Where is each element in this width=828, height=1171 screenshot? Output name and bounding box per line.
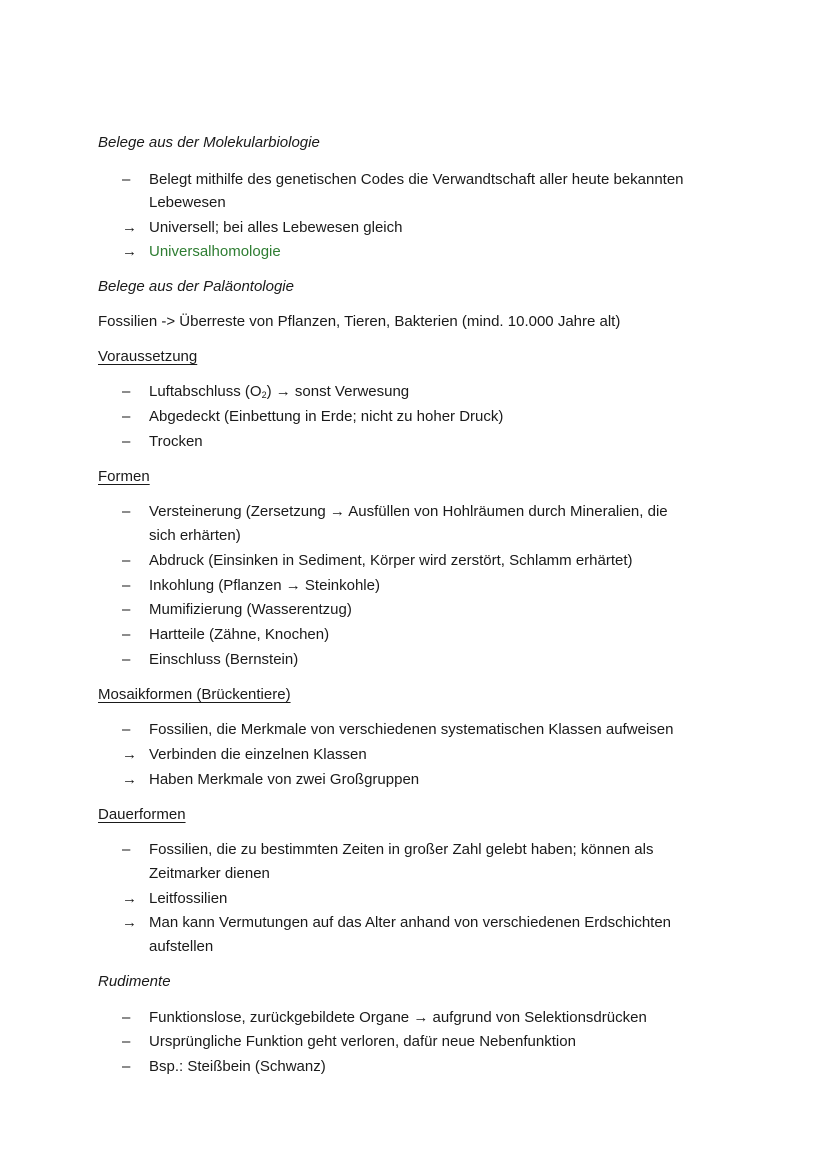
dash-marker: – <box>122 601 131 618</box>
list-item-text: Luftabschluss (O <box>149 383 262 400</box>
list-item-highlight: Universalhomologie <box>149 243 281 260</box>
dash-marker: – <box>122 577 131 594</box>
dash-marker: – <box>122 171 131 188</box>
dash-marker: – <box>122 433 131 450</box>
list-item: Abgedeckt (Einbettung in Erde; nicht zu hoher Druck) <box>149 408 504 425</box>
dash-marker: – <box>122 651 131 668</box>
list-item: Haben Merkmale von zwei Großgruppen <box>149 771 420 788</box>
list-item: Leitfossilien <box>149 890 228 907</box>
list-item: Mumifizierung (Wasserentzug) <box>149 601 352 618</box>
heading-rudimente: Rudimente <box>98 973 171 990</box>
list-item: Belegt mithilfe des genetischen Codes die Verwandtschaft aller heute bekannten <box>149 171 684 188</box>
list-item: Funktionslose, zurückgebildete Organe → aufgrund von Selektionsdrücken <box>149 1009 647 1026</box>
heading-palaeontologie: Belege aus der Paläontologie <box>98 278 294 295</box>
dash-marker: – <box>122 552 131 569</box>
list-item-continuation: aufstellen <box>149 938 214 955</box>
list-item: Man kann Vermutungen auf das Alter anhand von verschiedenen Erdschichten <box>149 914 672 931</box>
dash-marker: – <box>122 1058 131 1075</box>
list-item: Verbinden die einzelnen Klassen <box>149 746 367 763</box>
dash-marker: – <box>122 503 131 520</box>
list-item: Trocken <box>149 433 203 450</box>
arrow-marker: → <box>122 746 137 763</box>
list-item: Versteinerung (Zersetzung → Ausfüllen von Hohlräumen durch Mineralien, die <box>149 503 668 520</box>
subscript: 2 <box>261 390 267 400</box>
arrow-marker: → <box>122 243 137 260</box>
list-item: Ursprüngliche Funktion geht verloren, dafür neue Nebenfunktion <box>149 1033 576 1050</box>
list-item: Bsp.: Steißbein (Schwanz) <box>149 1058 326 1075</box>
list-item: Inkohlung (Pflanzen → Steinkohle) <box>149 577 380 594</box>
dash-marker: – <box>122 408 131 425</box>
list-item-continuation: sich erhärten) <box>149 527 241 544</box>
dash-marker: – <box>122 1033 131 1050</box>
dash-marker: – <box>122 841 131 858</box>
list-item: Universell; bei alles Lebewesen gleich <box>149 219 403 236</box>
heading-dauerformen: Dauerformen <box>98 806 186 823</box>
dash-marker: – <box>122 721 131 738</box>
arrow-marker: → <box>122 890 137 907</box>
heading-voraussetzung: Voraussetzung <box>98 348 198 365</box>
dash-marker: – <box>122 1009 131 1026</box>
list-item: Hartteile (Zähne, Knochen) <box>149 626 330 643</box>
list-item: Fossilien, die zu bestimmten Zeiten in großer Zahl gelebt haben; können als <box>149 841 654 858</box>
list-item-continuation: Lebewesen <box>149 194 226 211</box>
dash-marker: – <box>122 626 131 643</box>
list-item-continuation: Zeitmarker dienen <box>149 865 270 882</box>
heading-mosaikformen: Mosaikformen (Brückentiere) <box>98 686 291 703</box>
paragraph-fossilien: Fossilien -> Überreste von Pflanzen, Tieren, Bakterien (mind. 10.000 Jahre alt) <box>98 313 621 330</box>
heading-molekularbiologie: Belege aus der Molekularbiologie <box>98 134 320 151</box>
list-item <box>149 380 409 407</box>
heading-formen: Formen <box>98 468 150 485</box>
arrow-marker: → <box>122 914 137 931</box>
arrow-marker: → <box>122 771 137 788</box>
dash-marker: – <box>122 383 131 400</box>
list-item: Fossilien, die Merkmale von verschiedenen systematischen Klassen aufweisen <box>149 721 674 738</box>
list-item-text: ) → sonst Verwesung <box>266 383 410 400</box>
list-item: Abdruck (Einsinken in Sediment, Körper wird zerstört, Schlamm erhärtet) <box>149 552 633 569</box>
arrow-marker: → <box>122 219 137 236</box>
list-item: Einschluss (Bernstein) <box>149 651 299 668</box>
